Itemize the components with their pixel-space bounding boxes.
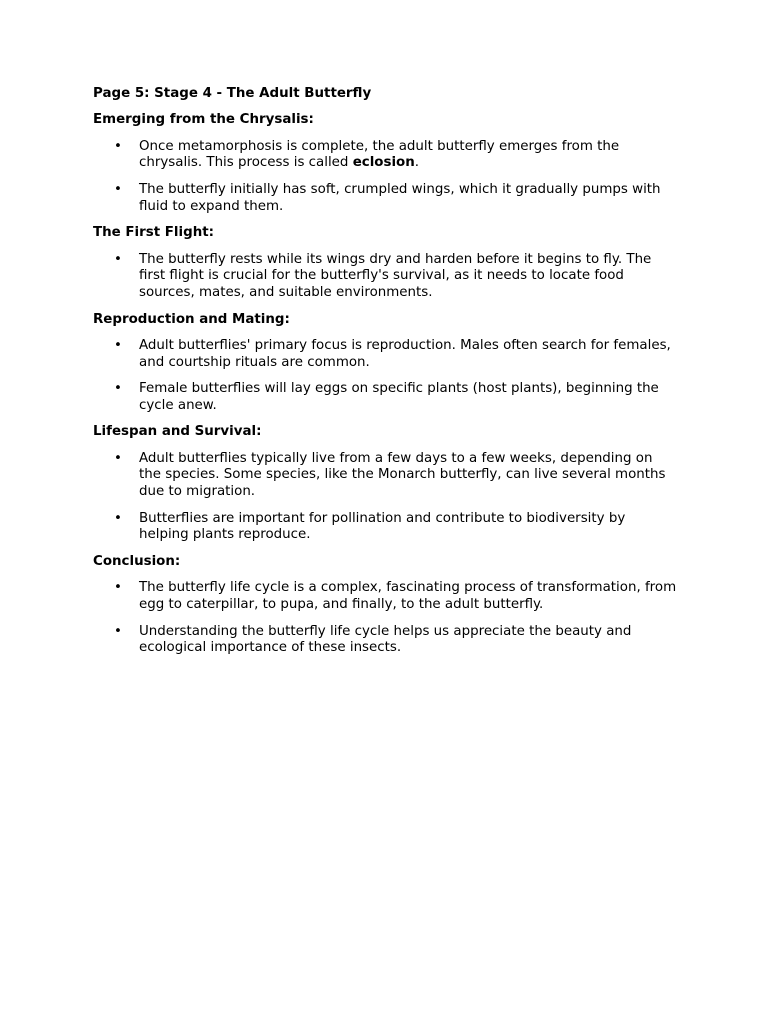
bullet-list-conclusion xyxy=(93,580,678,657)
section-heading-first-flight: The First Flight: xyxy=(93,225,214,241)
list-item xyxy=(93,624,678,657)
section-heading-emerging: Emerging from the Chrysalis: xyxy=(93,112,314,128)
bold-term: eclosion xyxy=(352,155,415,171)
list-item xyxy=(93,451,678,501)
bullet-icon: • xyxy=(114,138,122,154)
bullet-icon: • xyxy=(114,450,122,466)
bullet-list-lifespan xyxy=(93,451,678,544)
bullet-list-first-flight xyxy=(93,252,678,302)
list-item xyxy=(93,139,678,172)
page-title: Page 5: Stage 4 - The Adult Butterfly xyxy=(93,86,372,101)
list-item-text: Female butterflies will lay eggs on specific plants (host plants), beginning the cycle anew. xyxy=(139,381,659,413)
list-item-text: The butterfly life cycle is a complex, fascinating process of transformation, from egg to caterpillar, to pupa, and finally, to the adult butterfly. xyxy=(139,580,677,612)
list-item xyxy=(93,381,678,414)
bullet-icon: • xyxy=(114,580,122,596)
list-item xyxy=(93,511,678,544)
list-item-text: Understanding the butterfly life cycle helps us appreciate the beauty and ecological importance of these insects. xyxy=(139,623,632,656)
list-item-text: The butterfly initially has soft, crumpled wings, which it gradually pumps with fluid to expand them. xyxy=(139,182,661,214)
list-item-text: Adult butterflies' primary focus is reproduction. Males often search for females, and courtship rituals are common. xyxy=(139,337,671,370)
document-page xyxy=(93,86,678,667)
list-item xyxy=(93,252,678,302)
section-heading-conclusion: Conclusion: xyxy=(93,554,181,570)
list-item-text: Butterflies are important for pollination and contribute to biodiversity by helping plants reproduce. xyxy=(139,510,626,543)
bullet-icon: • xyxy=(114,510,122,526)
list-item-text: The butterfly rests while its wings dry and harden before it begins to fly. The first flight is crucial for the butterfly's survival, as it needs to locate food sources, mates, and suitable environments. xyxy=(139,251,652,300)
section-heading-reproduction: Reproduction and Mating: xyxy=(93,311,290,327)
list-item xyxy=(93,338,678,371)
bullet-icon: • xyxy=(114,623,122,639)
bullet-icon: • xyxy=(114,182,122,198)
list-item-text-end: . xyxy=(414,155,420,171)
bullet-icon: • xyxy=(114,251,122,267)
section-heading-lifespan: Lifespan and Survival: xyxy=(93,424,262,440)
list-item-text: Adult butterflies typically live from a few days to a few weeks, depending on the species. Some species, like the Monarch butterfly, can live several months due to migration. xyxy=(139,450,666,500)
list-item xyxy=(93,182,678,215)
bullet-icon: • xyxy=(114,337,122,353)
bullet-list-reproduction xyxy=(93,338,678,415)
list-item xyxy=(93,580,678,613)
bullet-list-emerging xyxy=(93,139,678,216)
list-item-text: Once metamorphosis is complete, the adult butterfly emerges from the chrysalis. This process is called xyxy=(139,138,620,171)
bullet-icon: • xyxy=(114,381,122,397)
